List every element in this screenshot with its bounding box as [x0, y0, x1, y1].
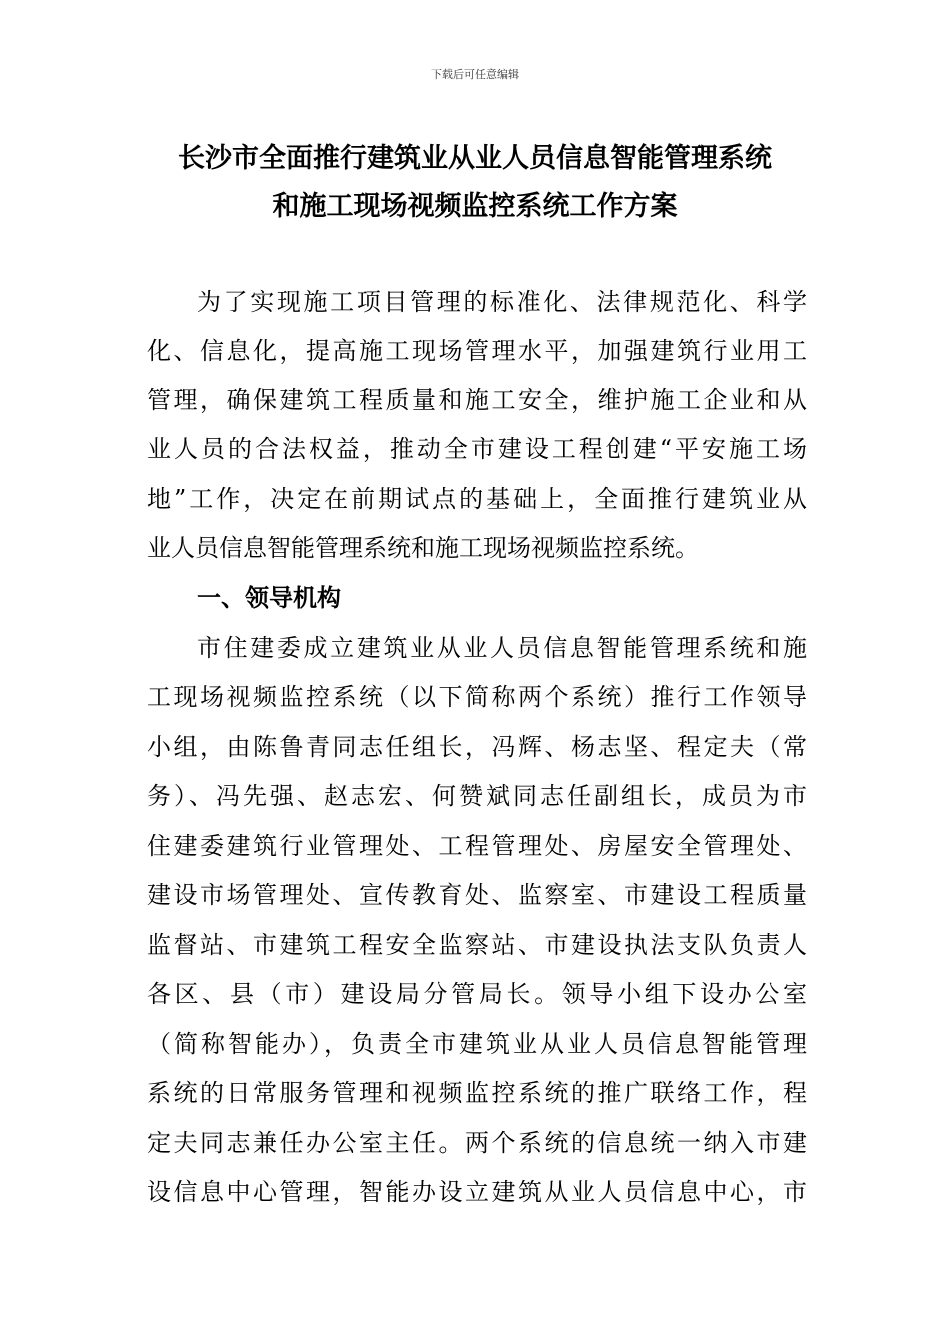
page-header-note: 下载后可任意编辑 [431, 68, 519, 81]
document-title-line-2: 和施工现场视频监控系统工作方案 [272, 191, 678, 222]
section-1-line-2: 工现场视频监控系统（以下简称两个系统）推行工作领导 [147, 683, 807, 711]
section-1-line-7: 监督站、市建筑工程安全监察站、市建设执法支队负责人 [147, 931, 807, 959]
section-1-line-3: 小组，由陈鲁青同志任组长，冯辉、杨志坚、程定夫（常 [147, 733, 807, 761]
section-1-line-11: 定夫同志兼任办公室主任。两个系统的信息统一纳入市建 [147, 1129, 807, 1157]
section-1-line-8: 各区、县（市）建设局分管局长。领导小组下设办公室 [147, 980, 807, 1008]
intro-line-6: 业人员信息智能管理系统和施工现场视频监控系统。 [147, 534, 699, 562]
section-1-line-1: 市住建委成立建筑业从业人员信息智能管理系统和施 [197, 634, 807, 662]
document-title-line-1: 长沙市全面推行建筑业从业人员信息智能管理系统 [178, 143, 772, 174]
section-1-line-6: 建设市场管理处、宣传教育处、监察室、市建设工程质量 [147, 881, 807, 909]
section-1-line-4: 务）、冯先强、赵志宏、何赞斌同志任副组长，成员为市 [147, 782, 807, 810]
section-1-line-12: 设信息中心管理，智能办设立建筑从业人员信息中心，市 [147, 1178, 807, 1206]
intro-line-5: 地”工作，决定在前期试点的基础上，全面推行建筑业从 [147, 485, 807, 513]
section-1-line-9: （简称智能办），负责全市建筑业从业人员信息智能管理 [147, 1030, 807, 1058]
section-1-line-10: 系统的日常服务管理和视频监控系统的推广联络工作，程 [147, 1079, 807, 1107]
intro-line-2: 化、信息化，提高施工现场管理水平，加强建筑行业用工 [147, 337, 807, 365]
intro-line-4: 业人员的合法权益，推动全市建设工程创建“平安施工场 [147, 435, 807, 463]
intro-line-3: 管理，确保建筑工程质量和施工安全，维护施工企业和从 [147, 386, 807, 414]
section-1-line-5: 住建委建筑行业管理处、工程管理处、房屋安全管理处、 [147, 832, 807, 860]
intro-line-1: 为了实现施工项目管理的标准化、法律规范化、科学 [197, 288, 807, 316]
section-1-heading: 一、领导机构 [197, 583, 341, 612]
